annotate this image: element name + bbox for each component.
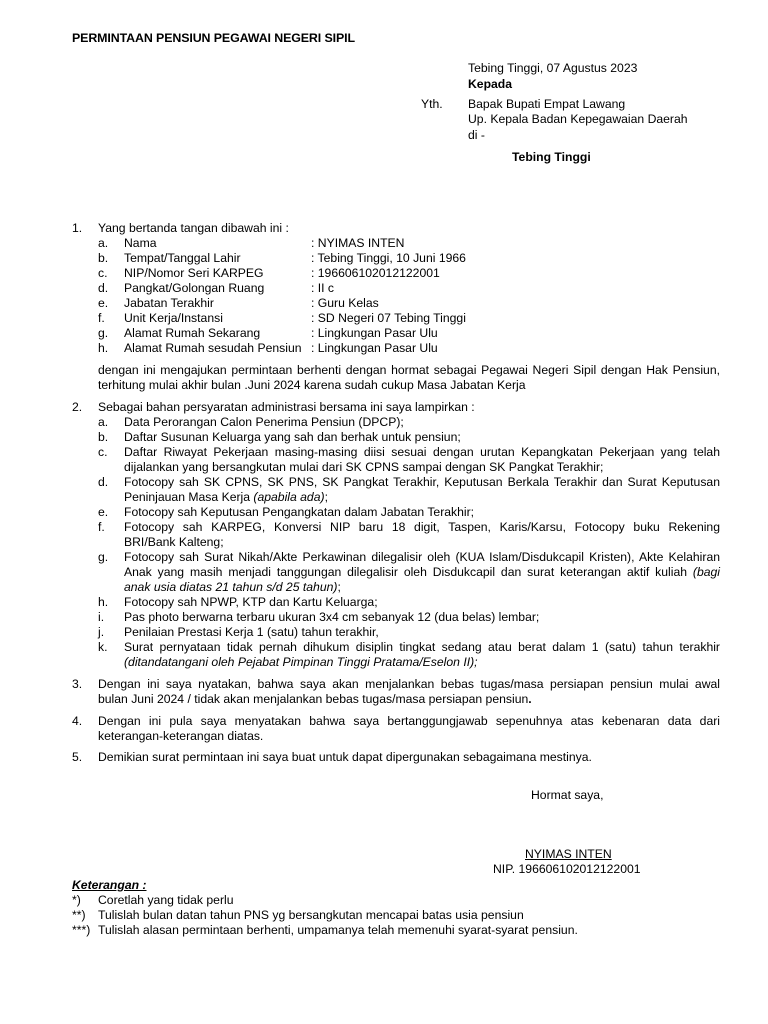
list-item-punctuation: ; — [337, 580, 341, 594]
signatory-nip: NIP. 196606102012122001 — [493, 862, 641, 876]
note-mark: *) — [72, 893, 81, 907]
list-letter: i. — [98, 610, 105, 624]
list-item-text: Anak yang masih menjadi tanggungan dilegalisir oleh Disdukcapil dan surat keterangan aktif kuliah — [124, 565, 693, 579]
section-4-line-2: keterangan-keterangan diatas. — [98, 729, 264, 743]
section-1-closing-line-2: terhitung mulai akhir bulan .Juni 2024 karena sudah cukup Masa Jabatan Kerja — [98, 378, 526, 392]
section-2-intro: Sebagai bahan persyaratan administrasi bersama ini saya lampirkan : — [98, 400, 475, 414]
section-4-number: 4. — [72, 714, 83, 728]
list-item: Daftar Riwayat Pekerjaan masing-masing diisi sesuai dengan urutan Kepangkatan Pekerjaan yang telah — [124, 445, 720, 459]
notes-title: Keterangan : — [72, 878, 147, 892]
list-letter: a. — [98, 415, 109, 429]
list-item-italic-note: anak usia diatas 21 tahun s/d 25 tahun) — [124, 580, 338, 594]
field-letter: a. — [98, 236, 109, 250]
field-letter: h. — [98, 341, 109, 355]
field-value-pangkat: : II c — [311, 281, 335, 295]
list-letter: e. — [98, 505, 109, 519]
section-1-closing-line-1: dengan ini mengajukan permintaan berhenti dengan hormat sebagai Pegawai Negeri Sipil dengan Hak Pensiun, — [98, 363, 720, 377]
note-mark: **) — [72, 908, 86, 922]
destination-city: Tebing Tinggi — [512, 150, 591, 164]
signatory-name: NYIMAS INTEN — [525, 847, 612, 861]
section-1-number: 1. — [72, 221, 83, 235]
field-label-jabatan: Jabatan Terakhir — [124, 296, 214, 310]
section-5-line-1: Demikian surat permintaan ini saya buat untuk dapat dipergunakan sebagaimana mestinya. — [98, 750, 592, 764]
field-letter: g. — [98, 326, 109, 340]
list-item: Fotocopy sah SK CPNS, SK PNS, SK Pangkat Terakhir, Keputusan Berkala Terakhir dan Surat Keputusan — [124, 475, 720, 489]
field-value-alamat-pensiun: : Lingkungan Pasar Ulu — [311, 341, 438, 355]
section-3-number: 3. — [72, 677, 83, 691]
list-item: Fotocopy sah Keputusan Pengangkatan dalam Jabatan Terakhir; — [124, 505, 475, 519]
list-item-italic-note: (ditandatangani oleh Pejabat Pimpinan Tinggi Pratama/Eselon II); — [124, 655, 478, 669]
field-value-jabatan: : Guru Kelas — [311, 296, 379, 310]
field-letter: f. — [98, 311, 105, 325]
list-item: Penilaian Prestasi Kerja 1 (satu) tahun terakhir, — [124, 625, 379, 639]
closing-greeting: Hormat saya, — [531, 788, 604, 802]
addressee-line-1: Bapak Bupati Empat Lawang — [468, 97, 626, 111]
field-label-nip: NIP/Nomor Seri KARPEG — [124, 266, 264, 280]
di-label: di - — [468, 128, 485, 142]
list-letter: f. — [98, 520, 105, 534]
list-item-continuation — [124, 490, 328, 505]
section-1-intro: Yang bertanda tangan dibawah ini : — [98, 221, 289, 235]
field-label-nama: Nama — [124, 236, 157, 250]
list-item-punctuation: ; — [324, 490, 328, 504]
list-letter: g. — [98, 550, 109, 564]
section-3-period: . — [528, 692, 532, 706]
list-item-italic-note: (bagi — [692, 565, 720, 579]
list-item-continuation: dijalankan yang bersangkutan mulai dari SK CPNS sampai dengan SK Pangkat Terakhir; — [124, 460, 604, 474]
list-letter: c. — [98, 445, 108, 459]
field-value-nama: : NYIMAS INTEN — [311, 236, 405, 250]
field-label-alamat-pensiun: Alamat Rumah sesudah Pensiun — [124, 341, 302, 355]
list-item-italic-note: (apabila ada) — [253, 490, 325, 504]
place-date: Tebing Tinggi, 07 Agustus 2023 — [468, 61, 638, 75]
field-label-ttl: Tempat/Tanggal Lahir — [124, 251, 241, 265]
kepada-label: Kepada — [468, 77, 513, 91]
list-letter: j. — [98, 625, 105, 639]
field-label-pangkat: Pangkat/Golongan Ruang — [124, 281, 265, 295]
field-value-alamat-sekarang: : Lingkungan Pasar Ulu — [311, 326, 438, 340]
field-letter: d. — [98, 281, 109, 295]
list-item-text: Peninjauan Masa Kerja — [124, 490, 254, 504]
list-item: Pas photo berwarna terbaru ukuran 3x4 cm sebanyak 12 (dua belas) lembar; — [124, 610, 540, 624]
page-title: PERMINTAAN PENSIUN PEGAWAI NEGERI SIPIL — [72, 31, 355, 45]
field-label-unit: Unit Kerja/Instansi — [124, 311, 223, 325]
field-label-alamat-sekarang: Alamat Rumah Sekarang — [124, 326, 261, 340]
list-item: Fotocopy sah Surat Nikah/Akte Perkawinan dilegalisir oleh (KUA Islam/Disdukcapil Kristen), Akte Kelahiran — [124, 550, 720, 564]
list-letter: h. — [98, 595, 109, 609]
yth-label: Yth. — [421, 97, 443, 111]
section-3-line-2 — [98, 692, 532, 707]
list-item: Fotocopy sah KARPEG, Konversi NIP baru 18 digit, Taspen, Karis/Karsu, Fotocopy buku Rekening — [124, 520, 720, 534]
list-item-continuation — [124, 565, 720, 580]
addressee-line-2: Up. Kepala Badan Kepegawaian Daerah — [468, 112, 688, 126]
field-letter: c. — [98, 266, 108, 280]
field-value-nip: : 196606102012122001 — [311, 266, 440, 280]
list-letter: d. — [98, 475, 109, 489]
list-item: Fotocopy sah NPWP, KTP dan Kartu Keluarga; — [124, 595, 378, 609]
section-3-text: bulan Juni 2024 / tidak akan menjalankan bebas tugas/masa persiapan pensiun — [98, 692, 529, 706]
section-5-number: 5. — [72, 750, 83, 764]
field-value-ttl: : Tebing Tinggi, 10 Juni 1966 — [311, 251, 466, 265]
section-3-line-1: Dengan ini saya nyatakan, bahwa saya akan menjalankan bebas tugas/masa persiapan pensiun mulai awal — [98, 677, 720, 691]
section-2-number: 2. — [72, 400, 83, 414]
note-mark: ***) — [72, 923, 91, 937]
list-item: Daftar Susunan Keluarga yang sah dan berhak untuk pensiun; — [124, 430, 461, 444]
note-text: Coretlah yang tidak perlu — [98, 893, 234, 907]
note-text: Tulislah bulan datan tahun PNS yg bersangkutan mencapai batas usia pensiun — [98, 908, 524, 922]
field-letter: e. — [98, 296, 109, 310]
list-letter: b. — [98, 430, 109, 444]
list-letter: k. — [98, 640, 108, 654]
list-item-continuation: BRI/Bank Kalteng; — [124, 535, 224, 549]
list-item: Data Perorangan Calon Penerima Pensiun (DPCP); — [124, 415, 404, 429]
field-value-unit: : SD Negeri 07 Tebing Tinggi — [311, 311, 466, 325]
list-item: Surat pernyataan tidak pernah dihukum disiplin tingkat sedang atau berat dalam 1 (satu) tahun terakhir — [124, 640, 720, 654]
list-item-continuation — [124, 580, 341, 595]
note-text: Tulislah alasan permintaan berhenti, umpamanya telah memenuhi syarat-syarat pensiun. — [98, 923, 578, 937]
field-letter: b. — [98, 251, 109, 265]
section-4-line-1: Dengan ini pula saya menyatakan bahwa saya bertanggungjawab sepenuhnya atas kebenaran data dari — [98, 714, 720, 728]
